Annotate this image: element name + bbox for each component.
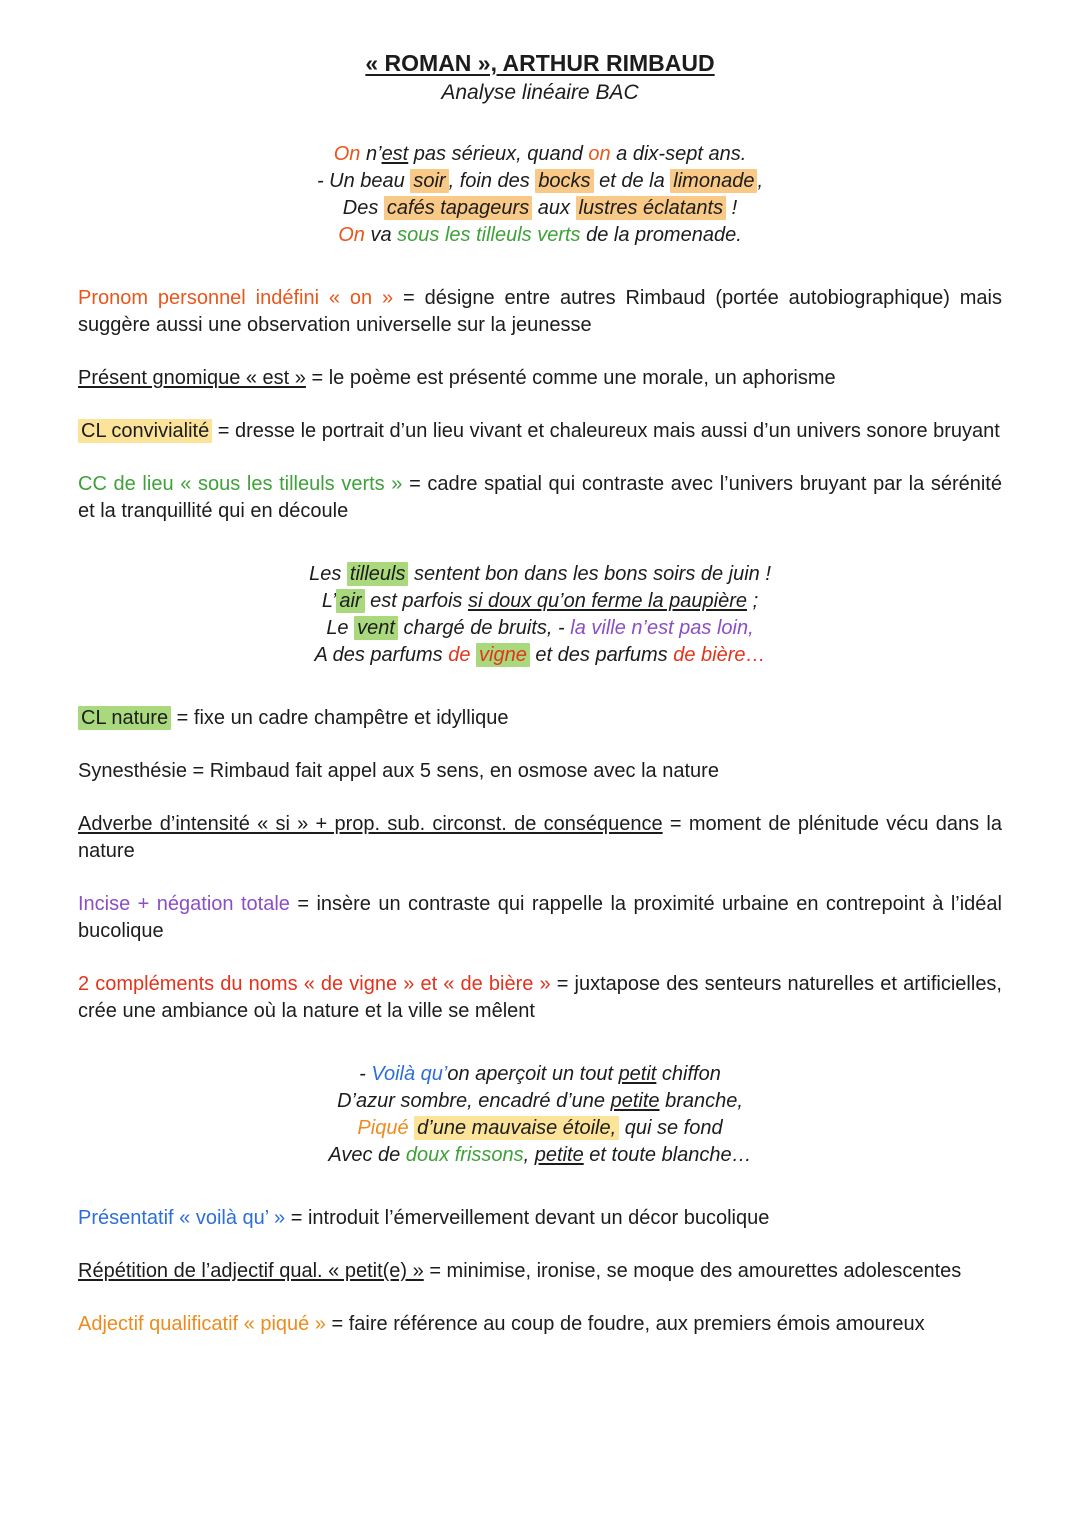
document-subtitle: Analyse linéaire BAC: [441, 81, 639, 104]
text-run: cafés tapageurs: [384, 196, 532, 220]
poem-line: [78, 561, 1002, 588]
text-run: ,: [523, 1144, 535, 1166]
text-run: L’: [321, 590, 337, 612]
text-run: Présent gnomique « est »: [78, 367, 306, 389]
analysis-paragraph: [78, 365, 1002, 392]
text-run: pas sérieux, quand: [408, 143, 589, 165]
analysis-paragraph: [78, 811, 1002, 865]
text-run: CL convivialité: [78, 419, 212, 443]
text-run: et des parfums: [529, 644, 674, 666]
text-run: = désigne entre autres Rimbaud (portée autobiographique) mais suggère aussi une observation universelle sur la jeunesse: [78, 287, 1002, 336]
text-run: n’: [360, 143, 382, 165]
text-run: la ville n’est pas loin,: [570, 617, 754, 639]
analysis-paragraph: [78, 471, 1002, 525]
text-run: Pronom personnel indéfini « on »: [78, 287, 394, 309]
analysis-paragraph: [78, 1205, 1002, 1232]
poem-stanza: [78, 561, 1002, 669]
analysis-paragraph: [78, 891, 1002, 945]
text-run: de bière…: [673, 644, 766, 666]
text-run: A des parfums: [314, 644, 449, 666]
text-run: sous les tilleuls verts: [397, 224, 581, 246]
text-run: vent: [354, 616, 398, 640]
text-run: bocks: [535, 169, 593, 193]
text-run: on: [588, 143, 611, 165]
poem-line: [78, 195, 1002, 222]
text-run: de: [448, 644, 477, 666]
text-run: ;: [747, 590, 759, 612]
analysis-paragraph: [78, 1311, 1002, 1338]
text-run: Répétition de l’adjectif qual. « petit(e) »: [78, 1260, 424, 1282]
text-run: = minimise, ironise, se moque des amourettes adolescentes: [423, 1260, 962, 1282]
text-run: = cadre spatial qui contraste avec l’univers bruyant par la sérénité et la tranquillité qui en découle: [78, 473, 1002, 522]
text-run: petite: [534, 1144, 584, 1166]
text-run: = moment de plénitude vécu dans la nature: [78, 813, 1002, 862]
text-run: CC de lieu « sous les tilleuls verts »: [78, 473, 403, 495]
text-run: qui se fond: [619, 1117, 723, 1139]
text-run: et de la: [593, 170, 671, 192]
text-run: petite: [610, 1090, 660, 1112]
analysis-paragraph: [78, 705, 1002, 732]
text-run: Adverbe d’intensité « si » + prop. sub. circonst. de conséquence: [78, 813, 663, 835]
text-run: Les: [309, 563, 347, 585]
analysis-paragraph: [78, 758, 1002, 785]
text-run: aux: [532, 197, 576, 219]
analysis-paragraph: [78, 418, 1002, 445]
text-run: = juxtapose des senteurs naturelles et artificielles, crée une ambiance où la nature et la ville se mêlent: [78, 973, 1002, 1022]
text-run: chargé de bruits, -: [397, 617, 571, 639]
text-run: si doux qu’on ferme la paupière: [467, 590, 748, 612]
text-run: = faire référence au coup de foudre, aux premiers émois amoureux: [325, 1313, 925, 1335]
text-run: vigne: [476, 643, 530, 667]
text-run: 2 compléments du noms « de vigne » et « de bière »: [78, 973, 551, 995]
text-run: Avec de: [328, 1144, 406, 1166]
text-run: = fixe un cadre champêtre et idyllique: [171, 707, 509, 729]
text-run: est: [381, 143, 409, 165]
poem-line: [78, 222, 1002, 249]
text-run: = dresse le portrait d’un lieu vivant et chaleureux mais aussi d’un univers sonore bruyant: [212, 420, 1000, 442]
text-run: chiffon: [656, 1063, 721, 1085]
poem-line: [78, 168, 1002, 195]
poem-line: [78, 141, 1002, 168]
text-run: - Un beau: [316, 170, 411, 192]
text-run: ,: [757, 170, 764, 192]
text-run: Présentatif « voilà qu’ »: [78, 1207, 286, 1229]
text-run: soir: [410, 169, 448, 193]
text-run: Le: [326, 617, 355, 639]
analysis-paragraph: [78, 1258, 1002, 1285]
text-run: sentent bon dans les bons soirs de juin !: [408, 563, 771, 585]
text-run: Synesthésie = Rimbaud fait appel aux 5 sens, en osmose avec la nature: [78, 760, 719, 782]
text-run: d’une mauvaise étoile,: [414, 1116, 619, 1140]
poem-line: [78, 1061, 1002, 1088]
text-run: limonade: [670, 169, 757, 193]
text-run: et toute blanche…: [583, 1144, 752, 1166]
poem-line: [78, 1088, 1002, 1115]
text-run: air: [336, 589, 364, 613]
text-run: Voilà qu’: [371, 1063, 448, 1085]
text-run: a dix-sept ans.: [610, 143, 747, 165]
text-run: Piqué: [357, 1117, 409, 1139]
text-run: On: [338, 224, 365, 246]
text-run: = insère un contraste qui rappelle la proximité urbaine en contrepoint à l’idéal bucolique: [78, 893, 1002, 942]
text-run: petit: [618, 1063, 657, 1085]
poem-line: [78, 615, 1002, 642]
text-run: D’azur sombre, encadré d’une: [337, 1090, 611, 1112]
text-run: est parfois: [364, 590, 468, 612]
text-run: CL nature: [78, 706, 171, 730]
poem-stanza: [78, 1061, 1002, 1169]
document-title: « ROMAN », ARTHUR RIMBAUD: [365, 50, 715, 76]
analysis-paragraph: [78, 971, 1002, 1025]
text-run: = introduit l’émerveillement devant un décor bucolique: [285, 1207, 770, 1229]
analysis-paragraph: [78, 285, 1002, 339]
text-run: de la promenade.: [580, 224, 742, 246]
poem-line: [78, 642, 1002, 669]
text-run: Adjectif qualificatif « piqué »: [78, 1313, 326, 1335]
poem-line: [78, 1142, 1002, 1169]
text-run: Des: [342, 197, 384, 219]
text-run: on aperçoit un tout: [447, 1063, 619, 1085]
poem-line: [78, 1115, 1002, 1142]
document-body: [78, 141, 1002, 1338]
text-run: , foin des: [448, 170, 536, 192]
text-run: = le poème est présenté comme une morale, un aphorisme: [305, 367, 836, 389]
text-run: lustres éclatants: [576, 196, 727, 220]
text-run: tilleuls: [347, 562, 409, 586]
text-run: -: [359, 1063, 372, 1085]
text-run: doux frissons: [405, 1144, 524, 1166]
text-run: branche,: [659, 1090, 743, 1112]
text-run: On: [333, 143, 361, 165]
text-run: !: [726, 197, 738, 219]
text-run: Incise + négation totale: [78, 893, 290, 915]
text-run: va: [364, 224, 398, 246]
poem-line: [78, 588, 1002, 615]
poem-stanza: [78, 141, 1002, 249]
